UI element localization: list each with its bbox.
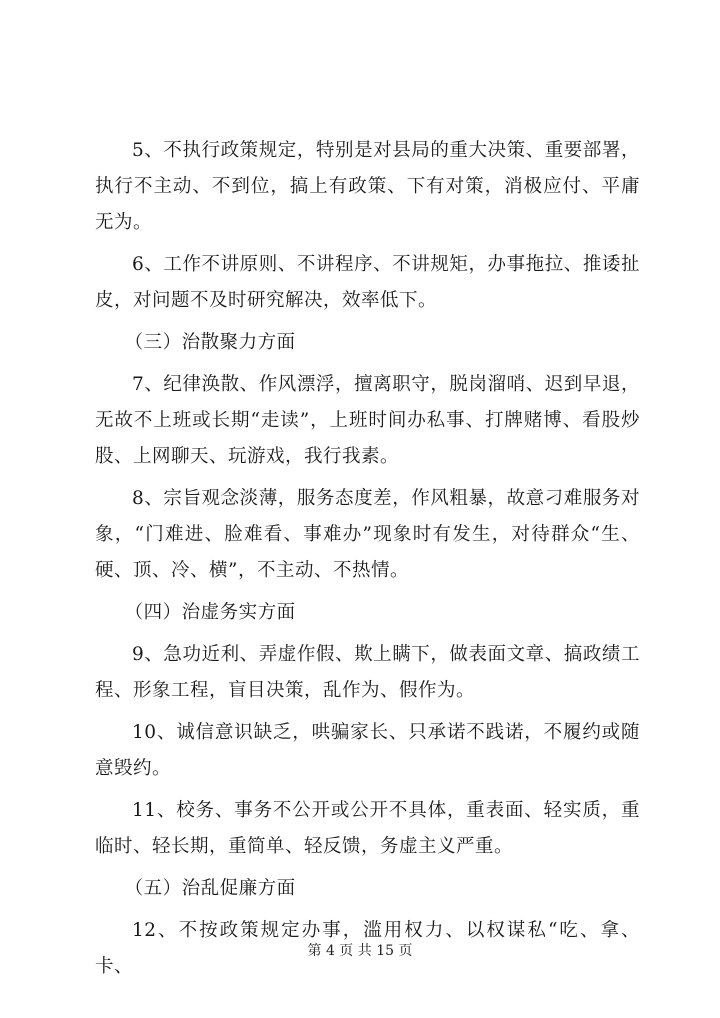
paragraph-item-11: 11、校务、事务不公开或公开不具体，重表面、轻实质，重临时、轻长期，重简单、轻反馈，务虚主义严重。 (95, 800, 640, 857)
section-heading-3: （三）治散聚力方面 (124, 332, 296, 353)
paragraph-item-7: 7、纪律涣散、作风漂浮，擅离职守，脱岗溜哨、迟到早退，无故不上班或长期“走读”，上班时间办私事、打牌赌博、看股炒股、上网聊天、玩游戏，我行我素。 (95, 374, 640, 467)
section-heading-4: （四）治虚务实方面 (124, 602, 296, 623)
paragraph-item-5: 5、不执行政策规定，特别是对县局的重大决策、重要部署，执行不主动、不到位，搞上有政策、下有对策，消极应付、平庸无为。 (95, 140, 640, 233)
paragraph-item-10: 10、诚信意识缺乏，哄骗家长、只承诺不践诺，不履约或随意毁约。 (95, 722, 640, 779)
section-heading-5: （五）治乱促廉方面 (124, 878, 296, 899)
paragraph-item-12: 12、不按政策规定办事，滥用权力、以权谋私“吃、拿、卡、 (95, 920, 640, 977)
paragraph-item-9: 9、急功近利、弄虚作假、欺上瞒下，做表面文章、搞政绩工程、形象工程，盲目决策，乱作为、假作为。 (95, 644, 640, 701)
page-number-footer: 第 4 页 共 15 页 (307, 943, 413, 959)
paragraph-item-6: 6、工作不讲原则、不讲程序、不讲规矩，办事拖拉、推诿扯皮，对问题不及时研究解决，效率低下。 (95, 254, 640, 311)
paragraph-item-8: 8、宗旨观念淡薄，服务态度差，作风粗暴，故意刁难服务对象，“门难进、脸难看、事难办”现象时有发生，对待群众“生、硬、顶、冷、横”，不主动、不热情。 (95, 488, 640, 581)
document-body (95, 133, 640, 991)
